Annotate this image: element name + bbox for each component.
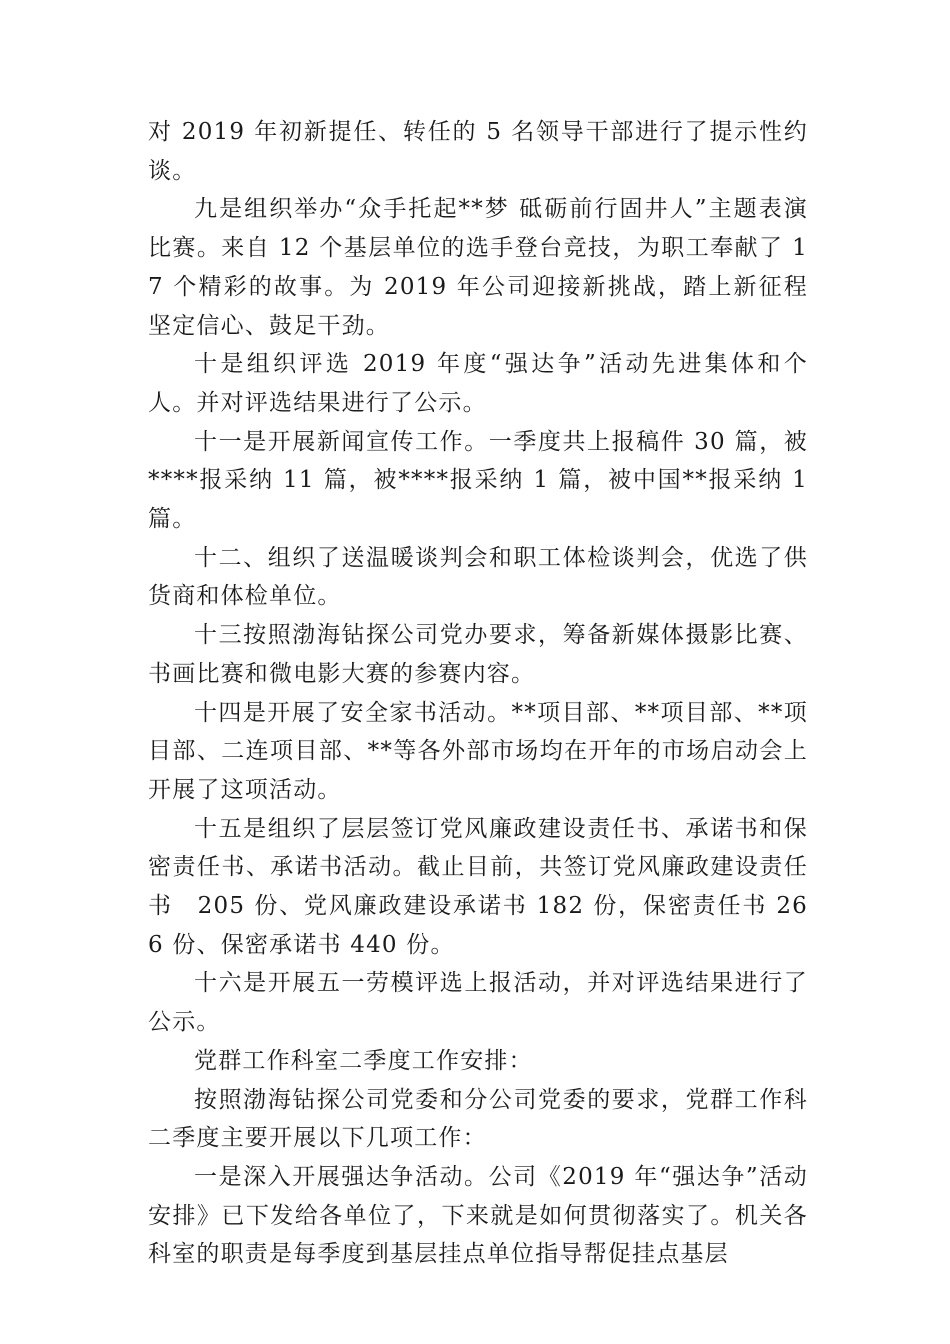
paragraph-5: 十二、组织了送温暖谈判会和职工体检谈判会，优选了供货商和体检单位。 — [148, 544, 808, 610]
paragraph-9: 十六是开展五一劳模评选上报活动，并对评选结果进行了公示。 — [148, 970, 808, 1036]
paragraph-7: 十四是开展了安全家书活动。**项目部、**项目部、**项目部、二连项目部、**等各外部市场均在开年的市场启动会上开展了这项活动。 — [148, 699, 808, 803]
paragraph-2: 九是组织举办“众手托起**梦 砥砺前行固井人”主题表演比赛。来自 12 个基层单位的选手登台竞技，为职工奉献了 17 个精彩的故事。为 2019 年公司迎接新挑战，踏上新征程坚定信心、鼓足干劲。 — [148, 196, 808, 339]
section-heading: 党群工作科室二季度工作安排： — [194, 1047, 533, 1074]
paragraph-11: 按照渤海钻探公司党委和分公司党委的要求，党群工作科二季度主要开展以下几项工作： — [148, 1086, 808, 1152]
paragraph-3: 十是组织评选 2019 年度“强达争”活动先进集体和个人。并对评选结果进行了公示。 — [148, 351, 808, 416]
document-page — [148, 113, 808, 1274]
paragraph-1: 对 2019 年初新提任、转任的 5 名领导干部进行了提示性约谈。 — [148, 119, 808, 184]
paragraph-4: 十一是开展新闻宣传工作。一季度共上报稿件 30 篇，被****报采纳 11 篇，被****报采纳 1 篇，被中国**报采纳 1 篇。 — [148, 428, 808, 533]
paragraph-6: 十三按照渤海钻探公司党办要求，筹备新媒体摄影比赛、书画比赛和微电影大赛的参赛内容。 — [148, 622, 808, 687]
paragraph-12: 一是深入开展强达争活动。公司《2019 年“强达争”活动安排》已下发给各单位了，下来就是如何贯彻落实了。机关各科室的职责是每季度到基层挂点单位指导帮促挂点基层 — [148, 1163, 808, 1268]
paragraph-8: 十五是组织了层层签订党风廉政建设责任书、承诺书和保密责任书、承诺书活动。截止目前，共签订党风廉政建设责任书 205 份、党风廉政建设承诺书 182 份，保密责任书 266 份、保密承诺书 440 份。 — [148, 815, 808, 958]
